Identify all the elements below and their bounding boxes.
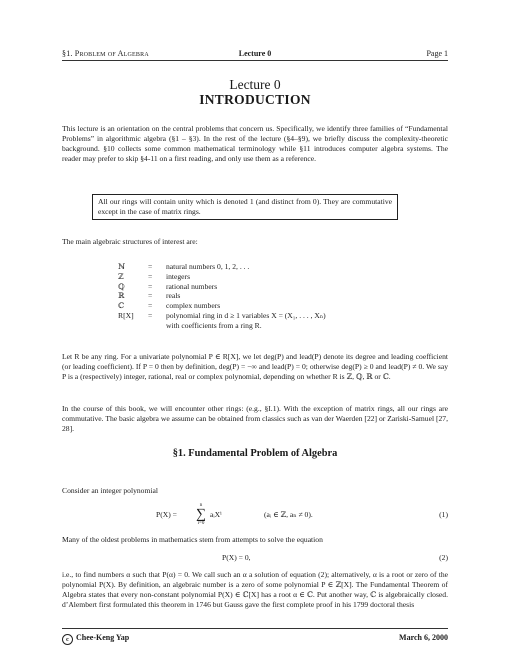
summation-lower: i=0 xyxy=(197,521,205,526)
many-problems-text: Many of the oldest problems in mathematics stem from attempts to solve the equation xyxy=(62,535,323,544)
lecture-title: INTRODUCTION xyxy=(199,92,311,107)
structure-relation: = xyxy=(148,301,153,311)
structure-symbol: R[X] xyxy=(118,310,134,320)
structure-symbol: ℕ xyxy=(118,262,125,271)
equation-1-number: (1) xyxy=(439,510,448,519)
structure-symbol: ℂ xyxy=(118,301,125,311)
equation-1-lhs: P(X) = xyxy=(156,510,177,519)
structures-intro: The main algebraic structures of interest are: xyxy=(62,237,198,246)
structure-description: integers xyxy=(166,271,191,281)
ring-definition-paragraph: Let R be any ring. For a univariate polynomial P ∈ R[X], we let deg(P) and lead(P) denote its degree and leading coefficient (or leading coefficient). If P = 0 then by definition, deg(P) = −∞ and lead(P) = 0; otherwise deg(P) ≥ 0 and lead(P) ≠ 0. We say P is a (respectively) integer, rational, real or complex polynomial, depending on whether R is ℤ, ℚ, ℝ or ℂ. xyxy=(62,352,448,382)
equation-1 xyxy=(62,503,448,531)
structure-relation: = xyxy=(148,310,153,320)
summation xyxy=(194,503,208,526)
footer-author: Chee-Keng Yap xyxy=(76,633,130,642)
equation-2 xyxy=(62,553,448,563)
structure-description: rational numbers xyxy=(166,281,218,291)
footer-date: March 6, 2000 xyxy=(399,633,448,642)
structure-symbol: ℚ xyxy=(118,281,125,291)
footer xyxy=(62,633,448,645)
structure-relation: = xyxy=(148,291,153,301)
header-page-number: Page 1 xyxy=(426,49,448,58)
structure-relation: = xyxy=(148,271,153,281)
rings-paragraph: In the course of this book, we will encounter other rings: (e.g., §I.1). With the exception of matrix rings, all our rings are commutative. The basic algebra we assume can be obtained from classics such as van der Waerden [22] or Zariski-Samuel [27, 28]. xyxy=(62,404,448,434)
structure-relation: = xyxy=(148,262,153,271)
structure-description: with coefficients from a ring R. xyxy=(166,320,262,330)
intro-paragraph: This lecture is an orientation on the central problems that concern us. Specifically, we identify three families of “Fundamental Problems” in algorithmic algebra (§1 – §3). In the rest of the lecture (§4–§9), we briefly discuss the complexity-theoretic background. §10 collects some common mathematical terminology while §11 introduces computer algebra systems. The reader may prefer to skip §4-11 on a first reading, and only use them as a reference. xyxy=(62,124,448,164)
summation-symbol: ∑ xyxy=(196,507,206,522)
header-section: §1. Problem of Algebra xyxy=(62,49,149,58)
summation-upper: n xyxy=(199,503,203,508)
structure-description: complex numbers xyxy=(166,301,221,311)
section-heading: §1. Fundamental Problem of Algebra xyxy=(172,448,338,459)
lecture-number: Lecture 0 xyxy=(229,77,281,92)
equation-2-body: P(X) = 0, xyxy=(222,553,251,562)
boxed-note: All our rings will contain unity which is denoted 1 (and distinct from 0). They are commutative except in the case of matrix rings. xyxy=(92,194,398,220)
equation-1-condition: (aᵢ ∈ ℤ, aₙ ≠ 0). xyxy=(264,510,313,519)
structure-symbol: ℝ xyxy=(118,291,125,301)
consider-text: Consider an integer polynomial xyxy=(62,486,158,495)
equation-1-term: aᵢXⁱ xyxy=(210,510,222,519)
footer-rule xyxy=(62,628,448,629)
footer-author-block xyxy=(62,633,129,645)
structure-description: natural numbers 0, 1, 2, . . . xyxy=(166,262,250,271)
structure-relation: = xyxy=(148,281,153,291)
equation-2-number: (2) xyxy=(439,553,448,562)
structure-description: polynomial ring in d ≥ 1 variables X = (X₁, . . . , Xₙ) xyxy=(166,310,326,320)
fundamental-theorem-paragraph: i.e., to find numbers α such that P(α) = 0. We call such an α a solution of equation (2); alternatively, α is a root or zero of the polynomial P(X). By definition, an algebraic number is a zero of some polynomial P ∈ ℤ[X]. The Fundamental Theorem of Algebra states that every non-constant polynomial P(X) ∈ ℂ[X] has a root α ∈ ℂ. Put another way, ℂ is algebraically closed. d’Alembert first formulated this theorem in 1746 but Gauss gave the first complete proof in his 1799 doctoral thesis xyxy=(62,570,448,610)
structure-description: reals xyxy=(166,291,181,301)
header-rule xyxy=(62,60,448,61)
structure-symbol: ℤ xyxy=(118,271,124,281)
header-lecture: Lecture 0 xyxy=(238,49,272,58)
copyright-icon: c xyxy=(62,634,73,645)
